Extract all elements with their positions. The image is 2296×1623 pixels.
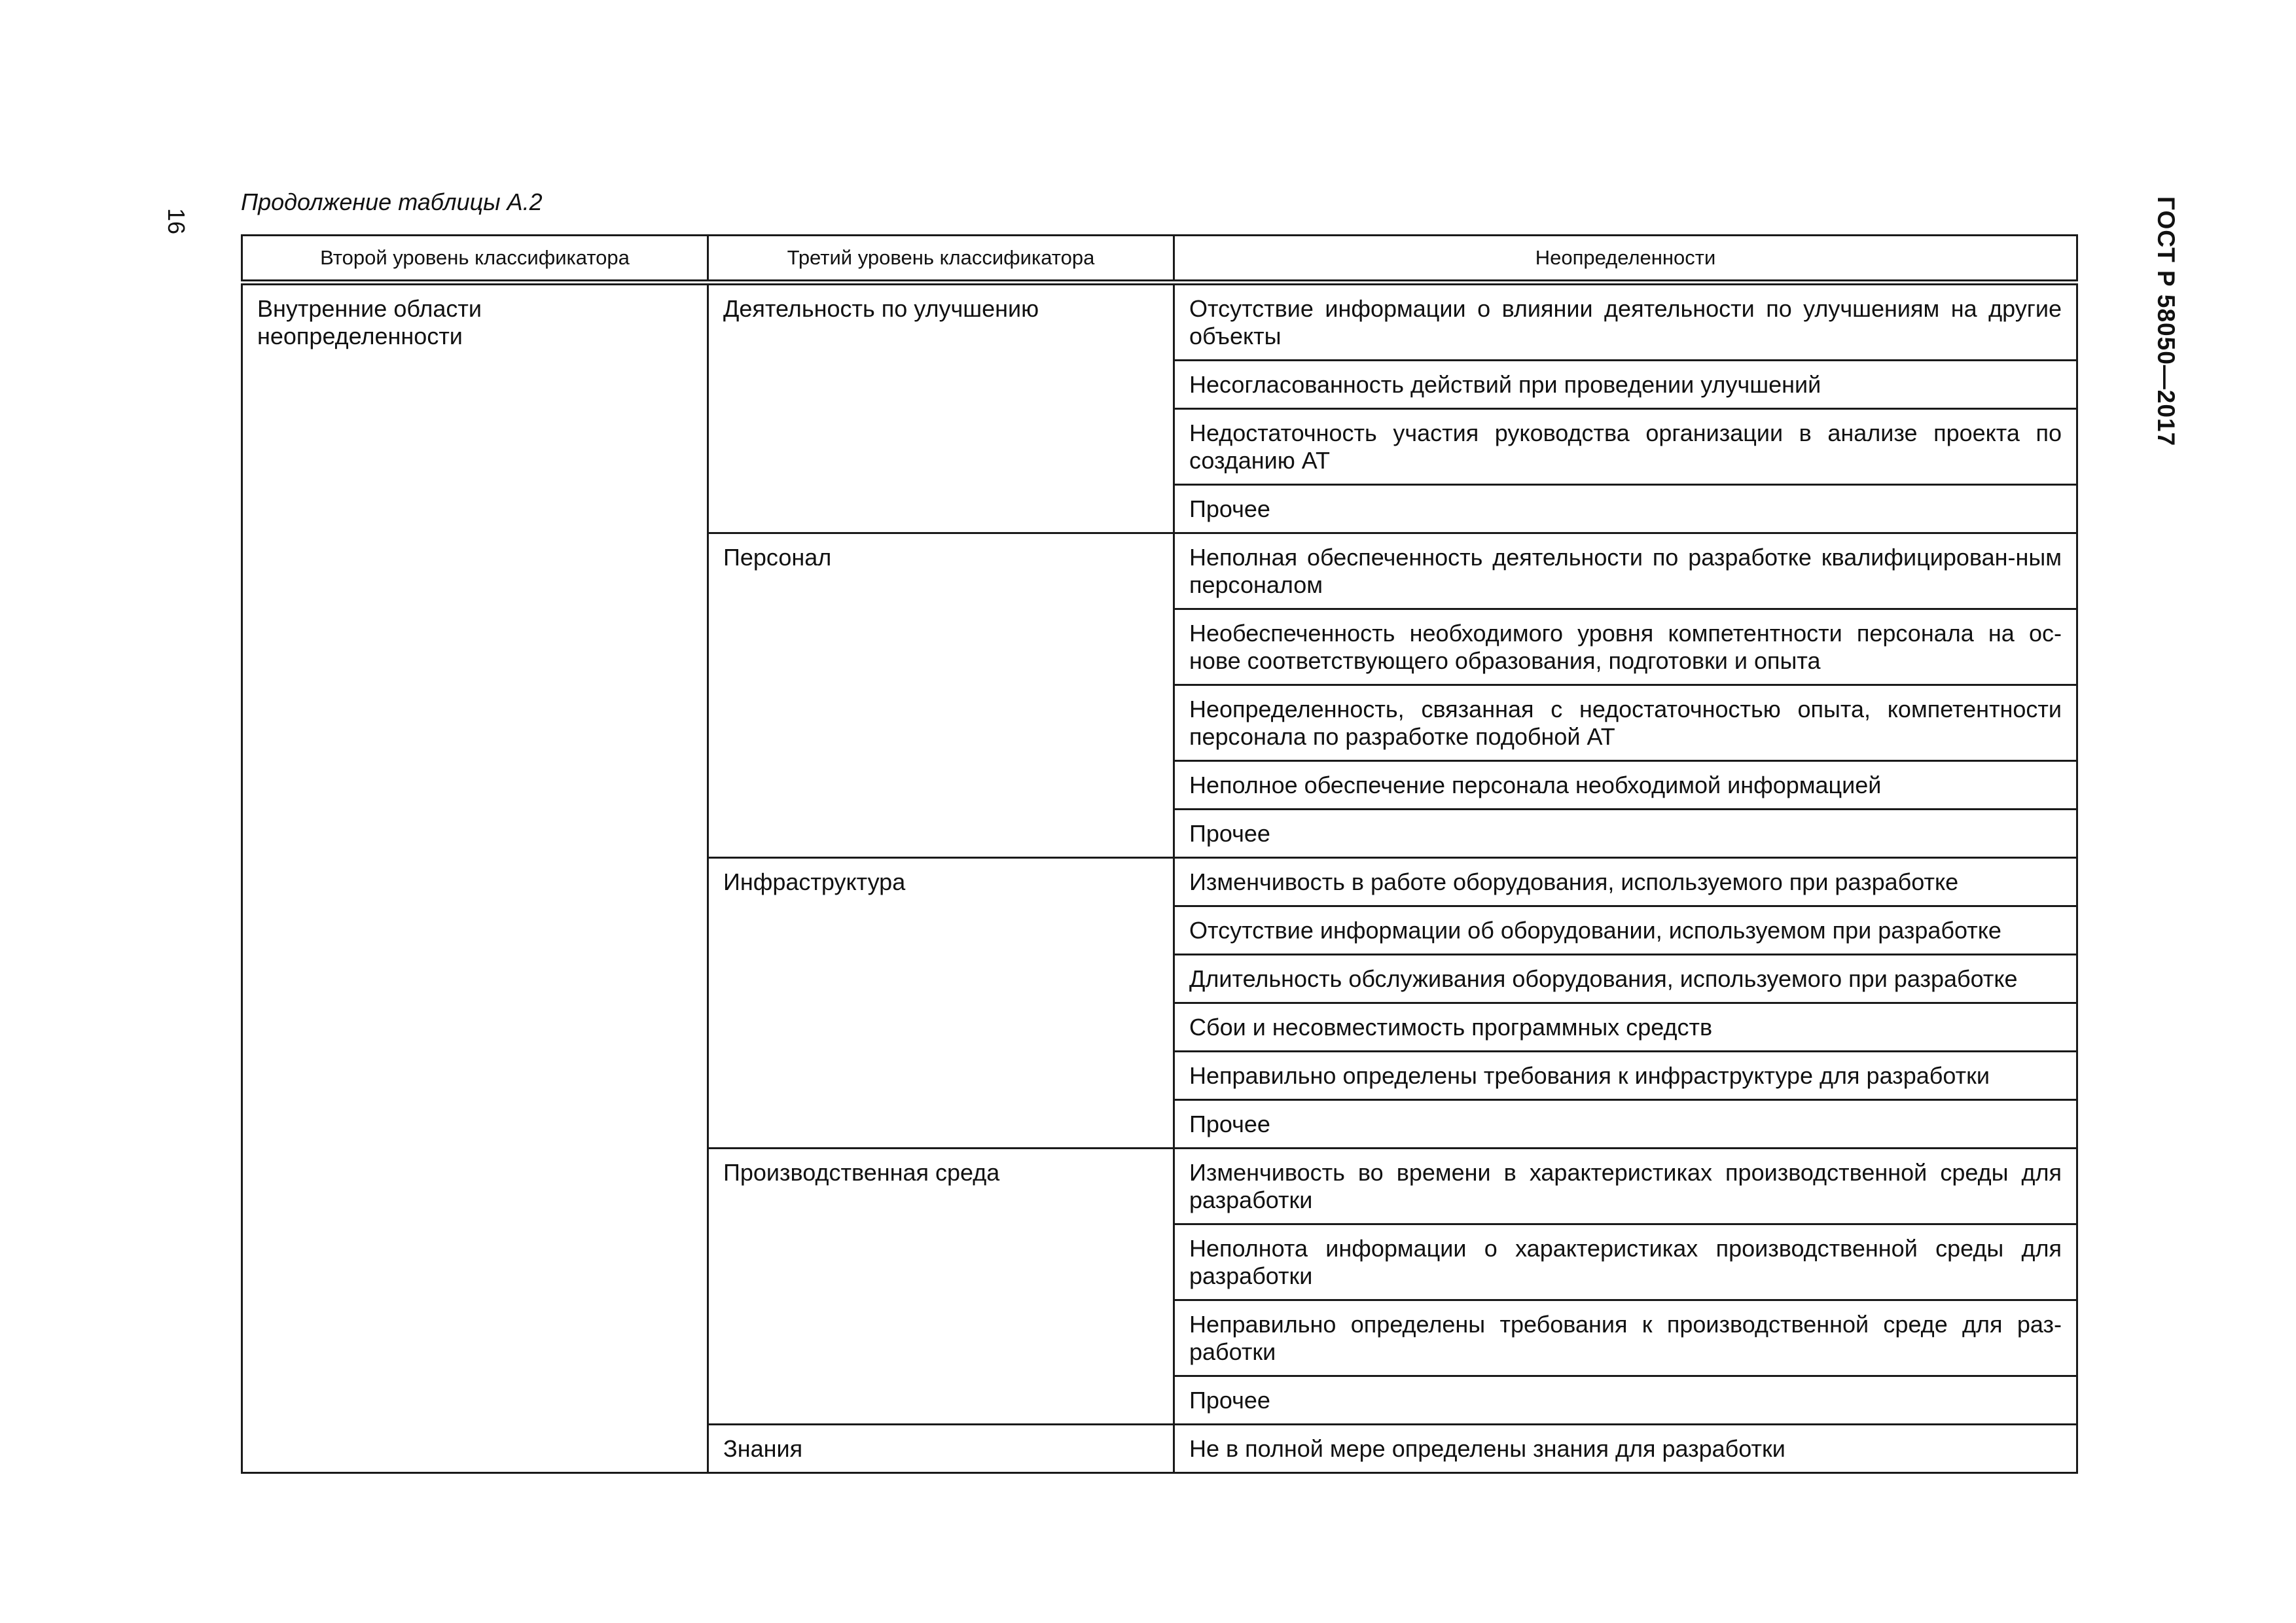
uncertainty-cell: Не в полной мере определены знания для разработки — [1174, 1425, 2077, 1473]
uncertainty-cell: Несогласованность действий при проведении улучшений — [1174, 361, 2077, 409]
uncertainty-cell: Прочее — [1174, 485, 2077, 533]
level3-cell: Персонал — [708, 533, 1174, 858]
table-body — [242, 283, 2077, 1473]
table-header — [242, 236, 2077, 283]
header-level2: Второй уровень классификатора — [242, 236, 708, 283]
level2-cell: Внутренние области неопределенности — [242, 283, 708, 1473]
uncertainty-cell: Прочее — [1174, 1100, 2077, 1149]
uncertainty-cell: Неправильно определены требования к производственной среде для раз-работки — [1174, 1300, 2077, 1376]
level3-cell: Знания — [708, 1425, 1174, 1473]
document-code: ГОСТ Р 58050—2017 — [2153, 196, 2179, 447]
uncertainty-cell: Недостаточность участия руководства организации в анализе проекта по созданию АТ — [1174, 409, 2077, 485]
uncertainty-cell: Неполное обеспечение персонала необходимой информацией — [1174, 761, 2077, 810]
uncertainty-cell: Отсутствие информации о влиянии деятельности по улучшениям на другие объекты — [1174, 283, 2077, 361]
table-row — [242, 283, 2077, 361]
uncertainty-cell: Неправильно определены требования к инфраструктуре для разработки — [1174, 1052, 2077, 1100]
level3-cell: Инфраструктура — [708, 858, 1174, 1149]
header-level3: Третий уровень классификатора — [708, 236, 1174, 283]
uncertainty-cell: Длительность обслуживания оборудования, используемого при разработке — [1174, 955, 2077, 1003]
classifier-table — [241, 234, 2078, 1474]
header-uncertainties: Неопределенности — [1174, 236, 2077, 283]
header-row — [242, 236, 2077, 283]
uncertainty-cell: Изменчивость во времени в характеристиках производственной среды для разработки — [1174, 1149, 2077, 1224]
uncertainty-cell: Сбои и несовместимость программных средств — [1174, 1003, 2077, 1052]
uncertainty-cell: Необеспеченность необходимого уровня компетентности персонала на ос-нове соответствующего образования, подготовки и опыта — [1174, 609, 2077, 685]
uncertainty-cell: Неполная обеспеченность деятельности по разработке квалифицирован-ным персоналом — [1174, 533, 2077, 609]
uncertainty-cell: Неопределенность, связанная с недостаточностью опыта, компетентности персонала по разработке подобной АТ — [1174, 685, 2077, 761]
uncertainty-cell: Изменчивость в работе оборудования, используемого при разработке — [1174, 858, 2077, 906]
table-caption: Продолжение таблицы А.2 — [241, 188, 543, 215]
uncertainty-cell: Прочее — [1174, 1376, 2077, 1425]
page-number: 16 — [163, 208, 190, 235]
uncertainty-cell: Отсутствие информации об оборудовании, используемом при разработке — [1174, 906, 2077, 955]
level3-cell: Деятельность по улучшению — [708, 283, 1174, 533]
uncertainty-cell: Неполнота информации о характеристиках производственной среды для разработки — [1174, 1224, 2077, 1300]
level3-cell: Производственная среда — [708, 1149, 1174, 1425]
uncertainty-cell: Прочее — [1174, 810, 2077, 858]
